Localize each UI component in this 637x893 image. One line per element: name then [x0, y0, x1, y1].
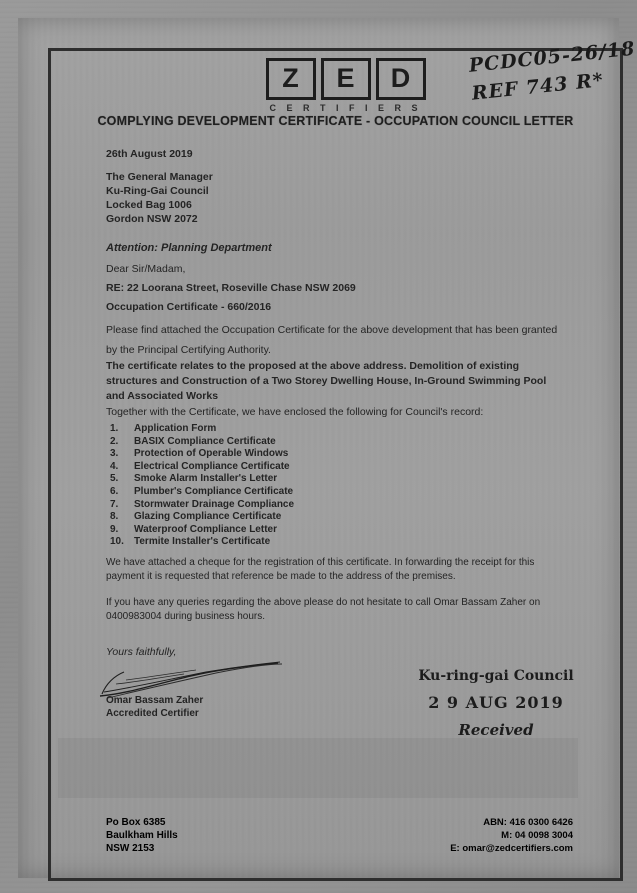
enclosures-list [110, 423, 550, 549]
certificate-number: Occupation Certificate - 660/2016 [106, 301, 272, 313]
list-item [110, 461, 550, 474]
list-item-number: 7. [110, 498, 119, 510]
footer-contact [398, 816, 573, 855]
stamp-date: 2 9 AUG 2019 [428, 693, 564, 712]
list-item-number: 6. [110, 485, 119, 497]
list-item [110, 473, 550, 486]
logo-letter-z: Z [266, 58, 316, 100]
list-item-label: Plumber's Compliance Certificate [134, 485, 294, 497]
address-line-2: Ku-Ring-Gai Council [106, 185, 209, 197]
list-item [110, 486, 550, 499]
footer-mobile: M: 04 0098 3004 [501, 830, 573, 841]
logo-subtitle: C E R T I F I E R S [269, 103, 422, 113]
footer-abn: ABN: 416 0300 6426 [483, 817, 573, 828]
list-item-number: 8. [110, 511, 119, 523]
stamp-council-name: Ku-ring-gai Council [418, 668, 574, 684]
list-item-number: 5. [110, 473, 119, 485]
paragraph-5: If you have any queries regarding the above please do not hesitate to call Omar Bassam Zaher on 0400983004 during business hours. [106, 597, 541, 622]
subject-line: RE: 22 Loorana Street, Roseville Chase NSW 2069 [106, 282, 356, 294]
list-item [110, 436, 550, 449]
attention-line: Attention: Planning Department [106, 242, 272, 254]
footer-email: E: omar@zedcertifiers.com [450, 843, 573, 854]
list-item-label: Protection of Operable Windows [134, 448, 289, 460]
stamp-status: Received [458, 721, 534, 739]
document-title: COMPLYING DEVELOPMENT CERTIFICATE - OCCUPATION COUNCIL LETTER [97, 114, 574, 128]
list-item [110, 423, 550, 436]
list-item [110, 524, 550, 537]
list-item-label: Termite Installer's Certificate [134, 536, 271, 548]
list-item-label: Smoke Alarm Installer's Letter [134, 473, 278, 485]
salutation: Dear Sir/Madam, [106, 263, 186, 275]
list-item-label: Glazing Compliance Certificate [134, 511, 282, 523]
list-item-number: 3. [110, 448, 119, 460]
list-item-label: Electrical Compliance Certificate [134, 460, 290, 472]
list-item-number: 1. [110, 423, 119, 434]
list-item [110, 511, 550, 524]
paragraph-3: Together with the Certificate, we have enclosed the following for Council's record: [106, 406, 484, 418]
recipient-address [106, 170, 213, 226]
list-item-label: Stormwater Drainage Compliance [134, 498, 295, 510]
closing-line: Yours faithfully, [106, 646, 177, 658]
handwritten-reference-2: REF 743 R* [470, 69, 605, 105]
paragraph-2: The certificate relates to the proposed at the above address. Demolition of existing structures and Construction of a Two Storey Dwelling House, In-Ground Swimming Pool and Associated Works [106, 360, 547, 402]
footer-address-line-2: Baulkham Hills [106, 830, 178, 841]
paragraph-4: We have attached a cheque for the registration of this certificate. In forwarding the receipt for this payment it is requested that reference be made to the address of the premises. [106, 557, 535, 582]
footer-address-line-3: NSW 2153 [106, 843, 155, 854]
logo-letter-e: E [321, 58, 371, 100]
list-item-label: BASIX Compliance Certificate [134, 435, 276, 447]
signer-title: Accredited Certifier [106, 708, 199, 719]
address-line-4: Gordon NSW 2072 [106, 213, 198, 225]
zed-certifiers-logo [263, 58, 428, 113]
list-item-number: 4. [110, 460, 119, 472]
logo-letters [263, 58, 428, 100]
logo-letter-d: D [376, 58, 426, 100]
list-item [110, 499, 550, 512]
list-item-number: 2. [110, 435, 119, 447]
handwritten-reference-1: PCDC05-26/18 [467, 37, 637, 77]
list-item-label: Application Form [134, 423, 217, 434]
address-line-1: The General Manager [106, 171, 213, 183]
footer-address-line-1: Po Box 6385 [106, 817, 166, 828]
address-line-3: Locked Bag 1006 [106, 199, 192, 211]
list-item-number: 9. [110, 523, 119, 535]
list-item [110, 536, 550, 549]
list-item [110, 448, 550, 461]
council-received-stamp [406, 668, 586, 739]
letter-date: 26th August 2019 [106, 148, 193, 160]
signer-block [106, 694, 203, 720]
list-item-label: Waterproof Compliance Letter [134, 523, 277, 535]
paragraph-1: Please find attached the Occupation Certificate for the above development that has been granted by the Principal Certifying Authority. [106, 324, 558, 356]
footer-address [106, 816, 178, 855]
document-sheet [18, 18, 637, 878]
signer-name: Omar Bassam Zaher [106, 695, 204, 706]
list-item-number: 10. [110, 536, 124, 548]
